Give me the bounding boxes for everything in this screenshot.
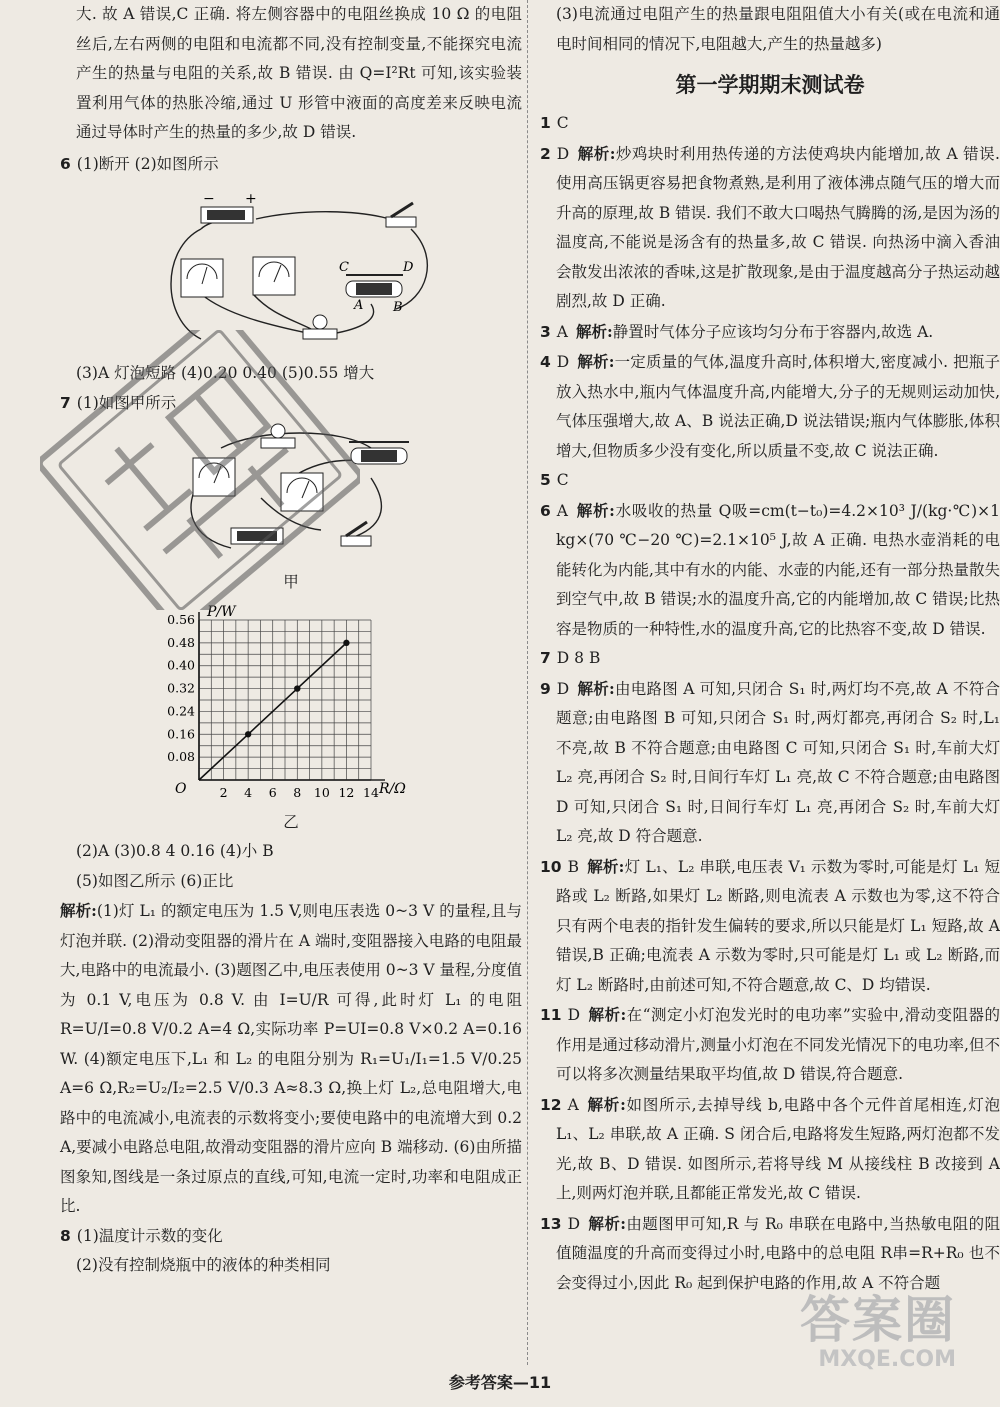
answer-choice: A [556,501,568,520]
data-point [245,731,251,737]
question-8 [60,1222,522,1252]
question-7 [60,389,522,419]
answer-text: (1)断开 (2)如图所示 [76,154,219,173]
analysis-tag: 解析: [576,500,615,520]
chart-series [199,639,350,779]
analysis-text: 由电路图 A 可知,只闭合 S₁ 时,两灯均不亮,故 A 不符合题意;由电路图 B 可知,只闭合 S₁ 时,两灯都亮,再闭合 S₂ 时,L₁ 不亮,故 B 不符合题意;由电路图 C 可知,只闭合 S₁ 时,车前大灯 L₂ 亮,再闭合 S₂ 时,日间行车灯 L₁ 亮,故 C 不符合题意;由电路图 D 可知,只闭合 S₁ 时,日间行车灯 L₁ 亮,再闭合 S₂ 时,车前大灯 L₂ 亮,故 D 符合题意. [556,679,1000,845]
question-number: 8 [60,1226,71,1245]
x-tick-label: 12 [338,784,355,800]
question-7-analysis [60,896,522,1222]
answer-item [540,139,1000,317]
y-tick-label: 0.48 [167,634,195,650]
power-resistance-chart [161,598,421,808]
answer-item [540,496,1000,645]
question-number: 7 [60,393,71,412]
left-column [60,0,522,1281]
question-6 [60,150,522,180]
answer-item [540,1090,1000,1209]
x-tick-label: 8 [293,784,302,800]
answer-item [540,109,1000,139]
answer-item [540,852,1000,1001]
analysis-tag: 解析: [576,321,613,341]
question-number: 6 [60,154,71,173]
question-number: 13 [540,1214,562,1233]
watermark-title: 答案圈 [800,1291,956,1349]
x-tick-label: 2 [219,784,228,800]
data-point [294,685,300,691]
analysis-tag: 解析: [588,1213,626,1233]
answer-choice: D [567,1006,581,1024]
answer-choice: C [556,114,569,132]
question-number: 1 [540,114,551,132]
question-number: 4 [540,353,551,371]
question-number: 6 [540,501,551,520]
analysis-tag: 解析: [588,1005,627,1024]
answer-item [540,674,1000,852]
analysis-tag: 解析: [577,352,615,371]
question-7-answer-2: (2)A (3)0.8 4 0.16 (4)小 B [76,842,274,860]
y-tick-label: 0.08 [167,748,195,764]
question-number: 11 [540,1006,562,1024]
answer-choice: D [556,353,570,371]
answer-item [540,1209,1000,1299]
x-axis-label: R/Ω [379,780,406,797]
y-tick-label: 0.16 [167,725,195,741]
answer-item [540,317,1000,348]
answer-choice: A [567,1095,579,1114]
origin-label: O [175,780,187,797]
terminal-d-label: D [403,260,414,275]
question-number: 10 [540,857,562,876]
question-number: 3 [540,322,551,341]
question-number: 7 [540,649,551,667]
question-6-answer-3: (3)A 灯泡短路 (4)0.20 0.40 (5)0.55 增大 [76,364,375,382]
answer-choice: C [556,471,569,489]
right-column [540,0,1000,1298]
answer-item [540,466,1000,496]
watermark [800,1291,956,1372]
analysis-tag: 解析: [60,901,97,920]
answer-choice: D [567,1214,581,1233]
answer-item [540,644,1000,674]
analysis-text: 灯 L₁、L₂ 串联,电压表 V₁ 示数为零时,可能是灯 L₁ 短路或 L₂ 断路,如果灯 L₂ 断路,则电流表 A 示数也为零,这不符合只有两个电表的指针发生偏转的要求,所以只能是灯 L₁ 短路,故 A 错误,B 正确;电流表 A 示数为零时,只可能是灯 L₁ 或 L₂ 断路,而灯 L₂ 断路时,由前述可知,不符合题意,故 C、D 均错误. [556,857,1000,994]
figure-label-yi: 乙 [283,812,299,831]
x-tick-label: 10 [313,784,330,800]
section-title: 第一学期期末测试卷 [675,73,865,97]
analysis-text: 如图所示,去掉导线 b,电路中各个元件首尾相连,灯泡 L₁、L₂ 串联,故 A 正确. S 闭合后,电路将发生短路,两灯泡都不发光,故 B、D 错误. 如图所示,若将导线 M 从接线柱 B 改接到 A 上,则两灯泡并联,且都能正常发光,故 C 错误. [556,1095,1000,1202]
battery-minus-label: − [203,191,215,207]
x-tick-label: 4 [244,784,253,800]
continued-analysis: 大. 故 A 错误,C 正确. 将左侧容器中的电阻丝换成 10 Ω 的电阻丝后,左右两侧的电阻和电流都不同,没有控制变量,不能探究电流产生的热量与电阻的关系,故 B 错误. 由 Q=I²Rt 可知,该实验装置利用气体的热胀冷缩,通过 U 形管中液面的高度差来反映电流通过导体时产生的热量的多少,故 D 错误. [76,5,522,141]
x-tick-label: 14 [363,784,379,800]
figure-label-jia: 甲 [283,573,299,591]
analysis-tag: 解析: [586,856,625,876]
y-tick-label: 0.40 [167,657,195,673]
analysis-text: (1)灯 L₁ 的额定电压为 1.5 V,则电压表选 0~3 V 的量程,且与灯泡并联. (2)滑动变阻器的滑片在 A 端时,变阻器接入电路的电阻最大,电路中的电流最小. (3)题图乙中,电压表使用 0~3 V 量程,分度值为 0.1 V,电压为 0.8 V. 由 I=U/R 可得,此时灯 L₁ 的电阻 R=U/I=0.8 V/0.2 A=4 Ω,实际功率 P=UI=0.8 V×0.2 A=0.16 W. (4)额定电压下,L₁ 和 L₂ 的电阻分别为 R₁=U₁/I₁=1.5 V/0.25 A=6 Ω,R₂=U₂/I₂=2.5 V/0.3 A≈8.3 Ω,换上灯 L₂,总电阻增大,电路中的电流减小,电流表的示数将变小;要使电路中的电流增大到 0.2 A,要减小电路总电阻,故滑动变阻器的滑片应向 B 端移动. (6)由所描图象知,图线是一条过原点的直线,可知,电流一定时,功率和电阻成正比. [60,902,522,1215]
answer-choice: A [556,322,568,341]
column-divider [527,0,528,1365]
analysis-tag: 解析: [577,678,615,698]
analysis-tag: 解析: [586,1094,626,1114]
y-tick-label: 0.24 [167,702,195,718]
answer-list [540,109,1000,1298]
data-point [343,639,349,645]
question-number: 9 [540,679,551,698]
answer-choice: D [556,144,570,163]
question-number: 5 [540,471,551,489]
terminal-a-label: A [354,298,364,313]
question-number: 2 [540,144,551,163]
answer-item [540,1000,1000,1090]
answer-line: (1)温度计示数的变化 [76,1226,223,1245]
answer-text: (1)如图甲所示 [76,393,177,412]
analysis-text: 静置时气体分子应该均匀分布于容器内,故选 A. [612,322,934,341]
terminal-c-label: C [339,260,349,275]
answer-item [540,347,1000,466]
terminal-b-label: B [393,300,403,315]
battery-plus-label: + [245,191,257,207]
answer-choice: D [556,679,570,698]
x-tick-label: 6 [268,784,277,800]
circuit-diagram-jia [141,418,441,568]
question-number: 12 [540,1095,562,1114]
analysis-text: 水吸收的热量 Q吸=cm(t−t₀)=4.2×10³ J/(kg·℃)×1 kg×(70 ℃−20 ℃)=2.1×10⁵ J,故 A 正确. 电热水壶消耗的电能转化为内能,其中有水的内能、水壶的内能,还有一部分热量散失到空气中,故 B 错误;水的温度升高,它的内能增加,故 C 错误;比热容是物质的一种特性,水的温度升高,它的比热容不变,故 D 错误. [556,501,1000,638]
analysis-text: 炒鸡块时利用热传递的方法使鸡块内能增加,故 A 错误. 使用高压锅更容易把食物煮熟,是利用了液体沸点随气压的增大而升高的原理,故 B 错误. 我们不敢大口喝热气腾腾的汤,是因为汤的温度高,不能说是汤含有的热量多,故 C 错误. 向热汤中滴入香油会散发出浓浓的香味,这是扩散现象,是由于温度越高分子热运动越剧烈,故 D 正确. [556,144,1000,310]
analysis-text: 在“测定小灯泡发光时的电功率”实验中,滑动变阻器的作用是通过移动滑片,测量小灯泡在不同发光情况下的电功率,但不可以将多次测量结果取平均值,故 D 错误,符合题意. [556,1006,1000,1083]
analysis-tag: 解析: [577,143,616,163]
circuit-diagram-q6 [141,179,441,359]
analysis-text: 一定质量的气体,温度升高时,体积增大,密度减小. 把瓶子放入热水中,瓶内气体温度升高,内能增大,分子的无规则运动加快,气体压强增大,故 A、B 说法正确,D 说法错误;瓶内气体膨胀,体积增大,但物质多少没有变化,所以质量不变,故 C 说法正确. [556,353,1000,460]
answer-choice: D 8 B [556,649,601,667]
watermark-url: MXQE.COM [818,1347,956,1372]
question-8-line-2: (2)没有控制烧瓶中的液体的种类相同 [76,1256,331,1274]
answer-choice: B [567,857,579,876]
analysis-text: 由题图甲可知,R 与 R₀ 串联在电路中,当热敏电阻的阻值随温度的升高而变得过小时,电路中的总电阻 R串=R+R₀ 也不会变得过小,因此 R₀ 起到保护电路的作用,故 A 不符合题 [556,1214,1000,1292]
y-axis-label: P/W [207,603,236,620]
y-tick-label: 0.32 [167,680,195,696]
y-tick-label: 0.56 [167,611,195,627]
continued-answer: (3)电流通过电阻产生的热量跟电阻阻值大小有关(或在电流和通电时间相同的情况下,电阻越大,产生的热量越多) [556,5,1000,53]
question-7-answer-5: (5)如图乙所示 (6)正比 [76,871,234,890]
page-footer: 参考答案—11 [448,1373,552,1392]
